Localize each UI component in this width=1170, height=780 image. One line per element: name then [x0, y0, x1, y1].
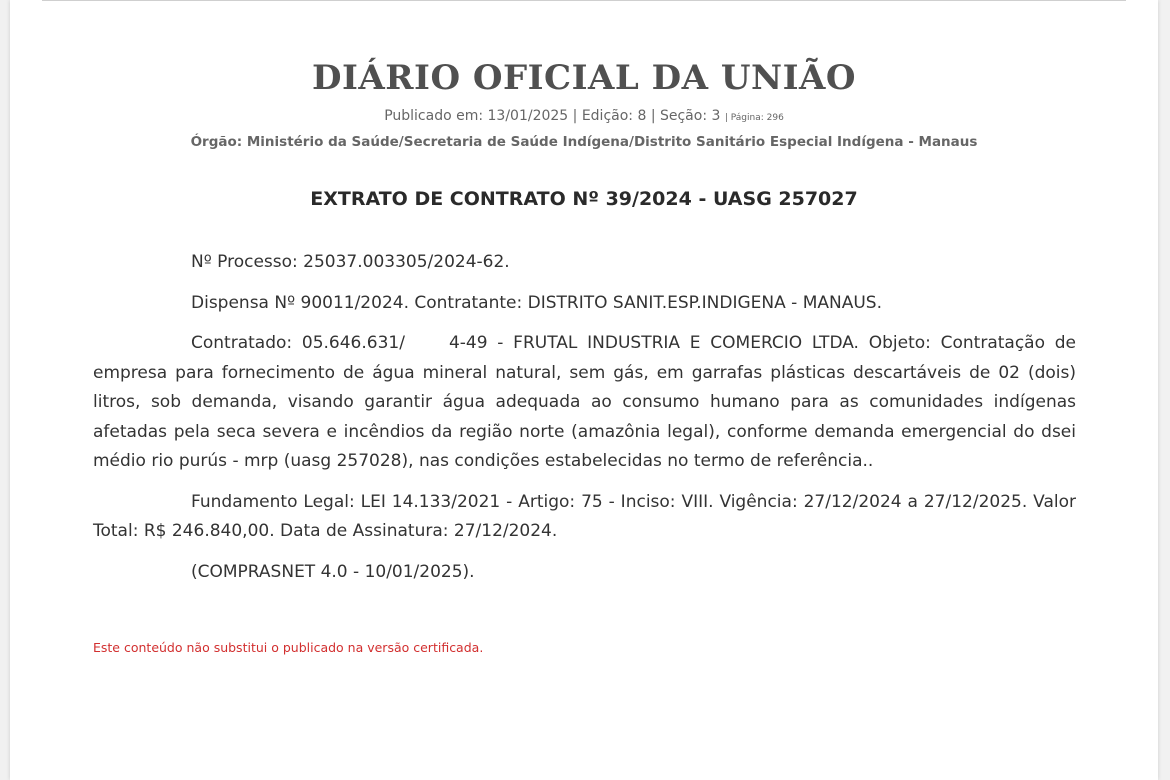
dispensa-paragraph: Dispensa Nº 90011/2024. Contratante: DISTRITO SANIT.ESP.INDIGENA - MANAUS.: [191, 292, 882, 313]
orgao-line: Órgão: Ministério da Saúde/Secretaria de Saúde Indígena/Distrito Sanitário Especial Indígena - Manaus: [190, 134, 978, 150]
page-number: | Página: 296: [724, 113, 784, 123]
publication-info: [10, 108, 1158, 124]
document-page: [10, 0, 1158, 780]
contratado-paragraph: [93, 329, 1076, 477]
disclaimer-note: Este conteúdo não substitui o publicado na versão certificada.: [93, 640, 484, 655]
publication-details: Publicado em: 13/01/2025 | Edição: 8 | Seção: 3: [384, 108, 721, 124]
contratado-prefix: Contratado: 05.646.631/: [191, 333, 405, 353]
contratado-details: 4-49 - FRUTAL INDUSTRIA E COMERCIO LTDA. Objeto: Contratação de empresa para fornecimento de água mineral natural, sem gás, em garrafas plásticas descartáveis de 02 (dois) litros, sob demanda, visando garantir água adequada ao consumo humano para as comunidades indígenas afetadas pela seca severa e incêndios da região norte (amazônia legal), conforme demanda emergencial do dsei médio rio purús - mrp (uasg 257028), nas condições estabelecidas no termo de referência..: [93, 333, 1076, 471]
top-divider: [42, 0, 1126, 1]
fundamento-paragraph: Fundamento Legal: LEI 14.133/2021 - Artigo: 75 - Inciso: VIII. Vigência: 27/12/2024 a 27/12/2025. Valor Total: R$ 246.840,00. Data de Assinatura: 27/12/2024.: [93, 491, 1076, 541]
comprasnet-paragraph: (COMPRASNET 4.0 - 10/01/2025).: [191, 561, 475, 582]
document-body: [93, 248, 1076, 598]
document-title: EXTRATO DE CONTRATO Nº 39/2024 - UASG 257027: [310, 188, 858, 210]
masthead-title: DIÁRIO OFICIAL DA UNIÃO: [312, 58, 856, 98]
people-avatar-icon: [405, 319, 449, 363]
processo-paragraph: Nº Processo: 25037.003305/2024-62.: [191, 252, 510, 272]
